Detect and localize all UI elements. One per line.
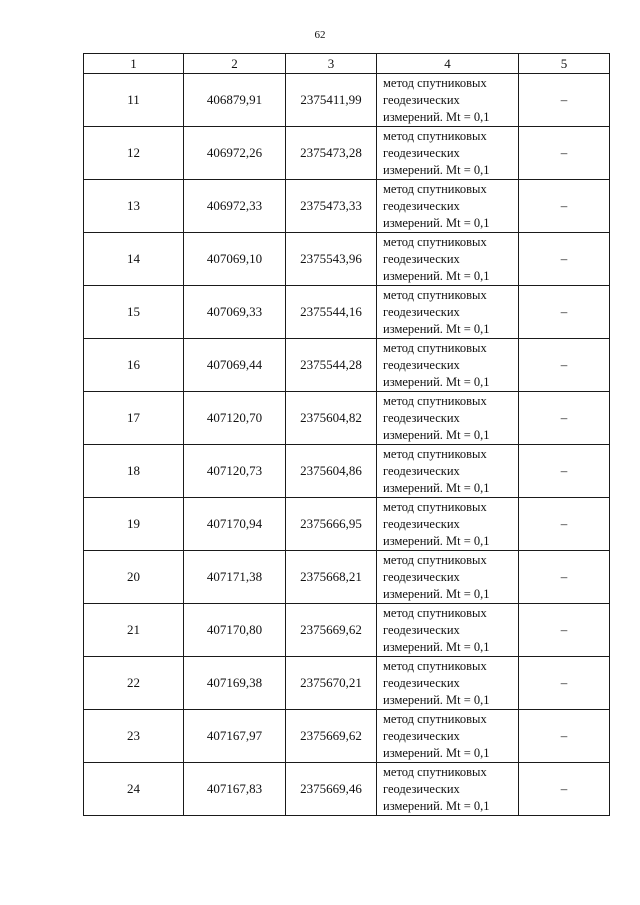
method-line: измерений. Mt = 0,1 <box>383 162 490 177</box>
x-coordinate-cell: 407169,38 <box>184 657 286 710</box>
note-cell: – <box>519 445 610 498</box>
y-coordinate-cell: 2375604,86 <box>286 445 377 498</box>
y-coordinate-cell: 2375669,46 <box>286 763 377 816</box>
header-cell-5: 5 <box>519 54 610 74</box>
method-line: измерений. Mt = 0,1 <box>383 586 490 601</box>
y-coordinate-cell: 2375669,62 <box>286 710 377 763</box>
method-line: геодезических <box>383 516 460 531</box>
method-cell <box>377 127 519 180</box>
method-line: геодезических <box>383 410 460 425</box>
point-number-cell: 22 <box>84 657 184 710</box>
y-coordinate-cell: 2375544,28 <box>286 339 377 392</box>
y-coordinate-cell: 2375666,95 <box>286 498 377 551</box>
point-number-cell: 23 <box>84 710 184 763</box>
table-body <box>84 74 610 816</box>
method-line: геодезических <box>383 357 460 372</box>
method-line: метод спутниковых <box>383 75 487 90</box>
x-coordinate-cell: 407167,83 <box>184 763 286 816</box>
method-line: геодезических <box>383 92 460 107</box>
point-number-cell: 12 <box>84 127 184 180</box>
point-number-cell: 21 <box>84 604 184 657</box>
method-line: измерений. Mt = 0,1 <box>383 215 490 230</box>
x-coordinate-cell: 407069,44 <box>184 339 286 392</box>
table-row <box>84 445 610 498</box>
method-cell <box>377 498 519 551</box>
method-line: метод спутниковых <box>383 605 487 620</box>
method-line: измерений. Mt = 0,1 <box>383 321 490 336</box>
table-row <box>84 657 610 710</box>
method-line: геодезических <box>383 781 460 796</box>
point-number-cell: 14 <box>84 233 184 286</box>
table-row <box>84 180 610 233</box>
note-cell: – <box>519 498 610 551</box>
y-coordinate-cell: 2375668,21 <box>286 551 377 604</box>
point-number-cell: 11 <box>84 74 184 127</box>
x-coordinate-cell: 407171,38 <box>184 551 286 604</box>
x-coordinate-cell: 407120,70 <box>184 392 286 445</box>
y-coordinate-cell: 2375411,99 <box>286 74 377 127</box>
method-line: геодезических <box>383 675 460 690</box>
table-row <box>84 710 610 763</box>
table-row <box>84 233 610 286</box>
note-cell: – <box>519 233 610 286</box>
method-cell <box>377 657 519 710</box>
header-cell-1: 1 <box>84 54 184 74</box>
method-line: метод спутниковых <box>383 446 487 461</box>
method-line: геодезических <box>383 198 460 213</box>
method-cell <box>377 763 519 816</box>
table-row <box>84 127 610 180</box>
method-line: метод спутниковых <box>383 764 487 779</box>
method-line: геодезических <box>383 251 460 266</box>
method-line: измерений. Mt = 0,1 <box>383 639 490 654</box>
y-coordinate-cell: 2375669,62 <box>286 604 377 657</box>
note-cell: – <box>519 339 610 392</box>
method-cell <box>377 74 519 127</box>
y-coordinate-cell: 2375544,16 <box>286 286 377 339</box>
table-row <box>84 498 610 551</box>
method-line: измерений. Mt = 0,1 <box>383 427 490 442</box>
point-number-cell: 15 <box>84 286 184 339</box>
method-line: метод спутниковых <box>383 287 487 302</box>
method-line: метод спутниковых <box>383 128 487 143</box>
header-cell-3: 3 <box>286 54 377 74</box>
method-line: измерений. Mt = 0,1 <box>383 745 490 760</box>
method-line: геодезических <box>383 569 460 584</box>
method-cell <box>377 710 519 763</box>
method-line: метод спутниковых <box>383 658 487 673</box>
method-line: измерений. Mt = 0,1 <box>383 109 490 124</box>
note-cell: – <box>519 763 610 816</box>
method-line: метод спутниковых <box>383 234 487 249</box>
method-line: измерений. Mt = 0,1 <box>383 692 490 707</box>
method-line: геодезических <box>383 304 460 319</box>
table-row <box>84 604 610 657</box>
method-cell <box>377 180 519 233</box>
table-row <box>84 392 610 445</box>
header-cell-4: 4 <box>377 54 519 74</box>
point-number-cell: 16 <box>84 339 184 392</box>
x-coordinate-cell: 406972,33 <box>184 180 286 233</box>
method-cell <box>377 286 519 339</box>
note-cell: – <box>519 392 610 445</box>
method-cell <box>377 551 519 604</box>
point-number-cell: 18 <box>84 445 184 498</box>
method-cell <box>377 233 519 286</box>
table-header <box>84 54 610 74</box>
point-number-cell: 24 <box>84 763 184 816</box>
header-cell-2: 2 <box>184 54 286 74</box>
note-cell: – <box>519 127 610 180</box>
point-number-cell: 20 <box>84 551 184 604</box>
method-cell <box>377 392 519 445</box>
method-line: метод спутниковых <box>383 499 487 514</box>
x-coordinate-cell: 407120,73 <box>184 445 286 498</box>
method-line: измерений. Mt = 0,1 <box>383 268 490 283</box>
table-row <box>84 286 610 339</box>
method-line: метод спутниковых <box>383 340 487 355</box>
x-coordinate-cell: 407069,33 <box>184 286 286 339</box>
y-coordinate-cell: 2375670,21 <box>286 657 377 710</box>
note-cell: – <box>519 180 610 233</box>
method-line: метод спутниковых <box>383 181 487 196</box>
y-coordinate-cell: 2375473,28 <box>286 127 377 180</box>
x-coordinate-cell: 407069,10 <box>184 233 286 286</box>
method-line: метод спутниковых <box>383 552 487 567</box>
table-row <box>84 763 610 816</box>
table-row <box>84 551 610 604</box>
header-row <box>84 54 610 74</box>
note-cell: – <box>519 657 610 710</box>
y-coordinate-cell: 2375604,82 <box>286 392 377 445</box>
x-coordinate-cell: 407170,94 <box>184 498 286 551</box>
note-cell: – <box>519 74 610 127</box>
method-line: измерений. Mt = 0,1 <box>383 480 490 495</box>
method-line: измерений. Mt = 0,1 <box>383 798 490 813</box>
coordinates-table <box>83 53 610 816</box>
note-cell: – <box>519 604 610 657</box>
x-coordinate-cell: 406879,91 <box>184 74 286 127</box>
method-line: геодезических <box>383 622 460 637</box>
method-cell <box>377 339 519 392</box>
point-number-cell: 19 <box>84 498 184 551</box>
x-coordinate-cell: 407167,97 <box>184 710 286 763</box>
method-cell <box>377 445 519 498</box>
table-row <box>84 339 610 392</box>
method-line: геодезических <box>383 728 460 743</box>
note-cell: – <box>519 551 610 604</box>
note-cell: – <box>519 710 610 763</box>
method-line: геодезических <box>383 463 460 478</box>
method-line: геодезических <box>383 145 460 160</box>
method-line: измерений. Mt = 0,1 <box>383 374 490 389</box>
point-number-cell: 13 <box>84 180 184 233</box>
x-coordinate-cell: 407170,80 <box>184 604 286 657</box>
method-line: метод спутниковых <box>383 393 487 408</box>
table-row <box>84 74 610 127</box>
method-cell <box>377 604 519 657</box>
page-number: 62 <box>314 29 326 41</box>
note-cell: – <box>519 286 610 339</box>
y-coordinate-cell: 2375543,96 <box>286 233 377 286</box>
point-number-cell: 17 <box>84 392 184 445</box>
x-coordinate-cell: 406972,26 <box>184 127 286 180</box>
y-coordinate-cell: 2375473,33 <box>286 180 377 233</box>
method-line: измерений. Mt = 0,1 <box>383 533 490 548</box>
method-line: метод спутниковых <box>383 711 487 726</box>
